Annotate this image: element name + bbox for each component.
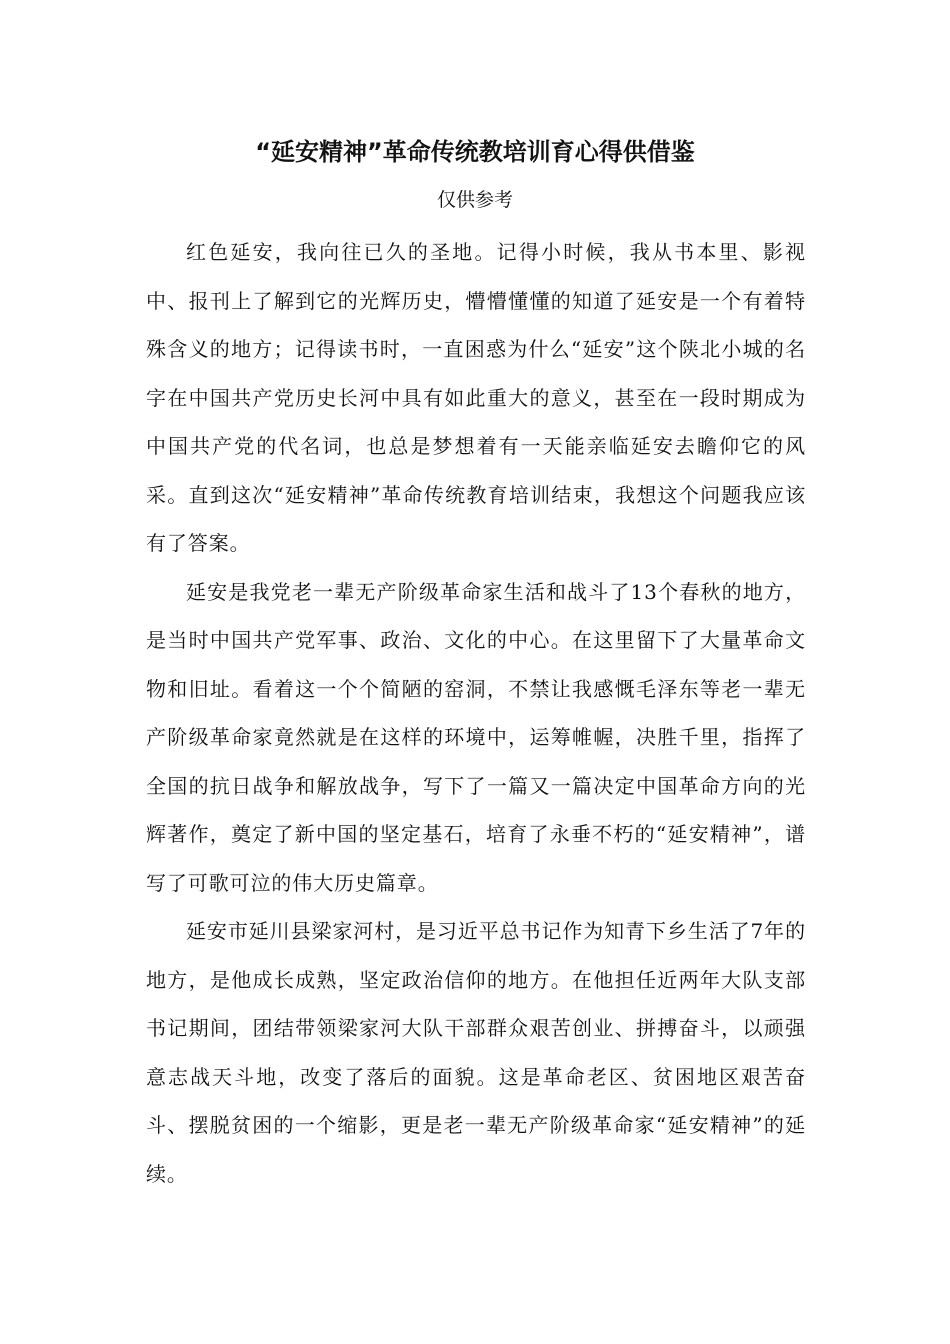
paragraph-1: 红色延安，我向往已久的圣地。记得小时候，我从书本里、影视中、报刊上了解到它的光辉历史，懵懵懂懂的知道了延安是一个有着特殊含义的地方；记得读书时，一直困惑为什么“延安”这个陕北小城的名字在中国共产党历史长河中具有如此重大的意义，甚至在一段时期成为中国共产党的代名词，也总是梦想着有一天能亲临延安去瞻仰它的风采。直到这次“延安精神”革命传统教育培训结束，我想这个问题我应该有了答案。: [146, 240, 806, 555]
document-title: “延安精神”革命传统教培训育心得供借鉴: [255, 138, 695, 166]
document-subtitle: 仅供参考: [436, 189, 513, 211]
document-body: [146, 228, 806, 1198]
paragraph-3: 延安市延川县梁家河村，是习近平总书记作为知青下乡生活了7年的地方，是他成长成熟，坚定政治信仰的地方。在他担任近两年大队支部书记期间，团结带领梁家河大队干部群众艰苦创业、拼搏奋斗，以顽强意志战天斗地，改变了落后的面貌。这是革命老区、贫困地区艰苦奋斗、摆脱贫困的一个缩影，更是老一辈无产阶级革命家“延安精神”的延续。: [146, 919, 806, 1186]
paragraph-2: 延安是我党老一辈无产阶级革命家生活和战斗了13个春秋的地方，是当时中国共产党军事、政治、文化的中心。在这里留下了大量革命文物和旧址。看着这一个个简陋的窑洞，不禁让我感慨毛泽东等老一辈无产阶级革命家竟然就是在这样的环境中，运筹帷幄，决胜千里，指挥了全国的抗日战争和解放战争，写下了一篇又一篇决定中国革命方向的光辉著作，奠定了新中国的坚定基石，培育了永垂不朽的“延安精神”，谱写了可歌可泣的伟大历史篇章。: [146, 579, 806, 895]
